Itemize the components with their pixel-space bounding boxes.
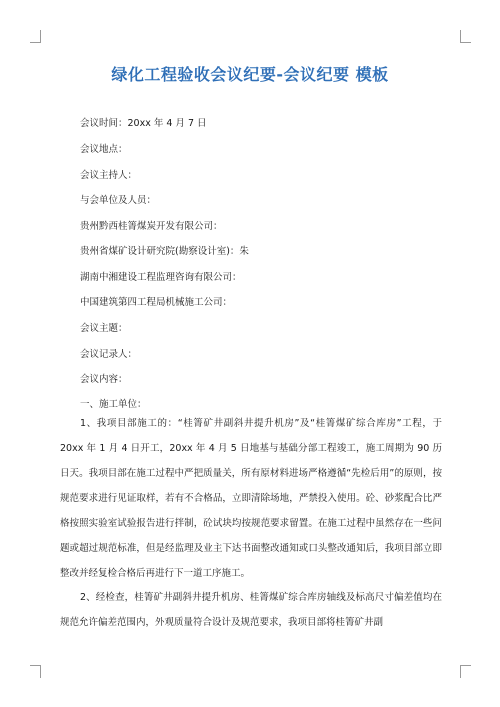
document-title: 绿化工程验收会议纪要-会议纪要 模板 xyxy=(111,65,389,84)
meeting-content-label: 会议内容： xyxy=(80,374,128,385)
meeting-location: 会议地点： xyxy=(80,144,128,155)
attendee-org-3: 湖南中湘建设工程监理咨询有限公司： xyxy=(80,272,242,283)
corner-mark-top-left xyxy=(30,30,41,43)
paragraph-1: 1、我项目部施工的：“桂箐矿井副斜井提升机房”及“桂箐煤矿综合库房”工程，于 20xx 年 1 月 4 日开工，20xx 年 4 月 5 日地基与基础分部工程竣工，施工周期为 90 历日天。我项目部在施工过程中严把质量关，所有原材料进场严格遵循“先检后用”的原则，按规范要求进行见证取样，若有不合格品，立即清除场地，严禁投入使用。砼、砂浆配合比严格按照实验室试验报告进行拌制，砼试块均按规范要求留置。在施工过程中虽然存在一些问题或超过规范标准，但是经监理及业主下达书面整改通知或口头整改通知后，我项目部立即整改并经复检合格后再进行下一道工序施工。 xyxy=(60,418,442,579)
attendees-label: 与会单位及人员： xyxy=(80,195,157,206)
corner-mark-top-right xyxy=(460,30,471,43)
meeting-recorder: 会议记录人： xyxy=(80,349,138,360)
meeting-host: 会议主持人： xyxy=(80,170,138,181)
meeting-topic: 会议主题： xyxy=(80,323,128,334)
corner-mark-bottom-left xyxy=(30,665,41,678)
attendee-org-1: 贵州黔西桂箐煤炭开发有限公司： xyxy=(80,221,223,232)
corner-mark-bottom-right xyxy=(460,665,471,678)
meeting-time: 会议时间：20xx 年 4 月 7 日 xyxy=(80,118,207,129)
paragraph-2: 2、经检查，桂箐矿井副斜井提升机房、桂箐煤矿综合库房轴线及标高尺寸偏差值均在规范允许偏差范围内，外观质量符合设计及规范要求，我项目部将桂箐矿井副 xyxy=(60,592,442,628)
attendee-org-2: 贵州省煤矿设计研究院(勘察设计室)：朱 xyxy=(80,246,249,257)
section-heading-construction-unit: 一、施工单位： xyxy=(80,399,147,410)
attendee-org-4: 中国建筑第四工程局机械施工公司： xyxy=(80,297,233,308)
